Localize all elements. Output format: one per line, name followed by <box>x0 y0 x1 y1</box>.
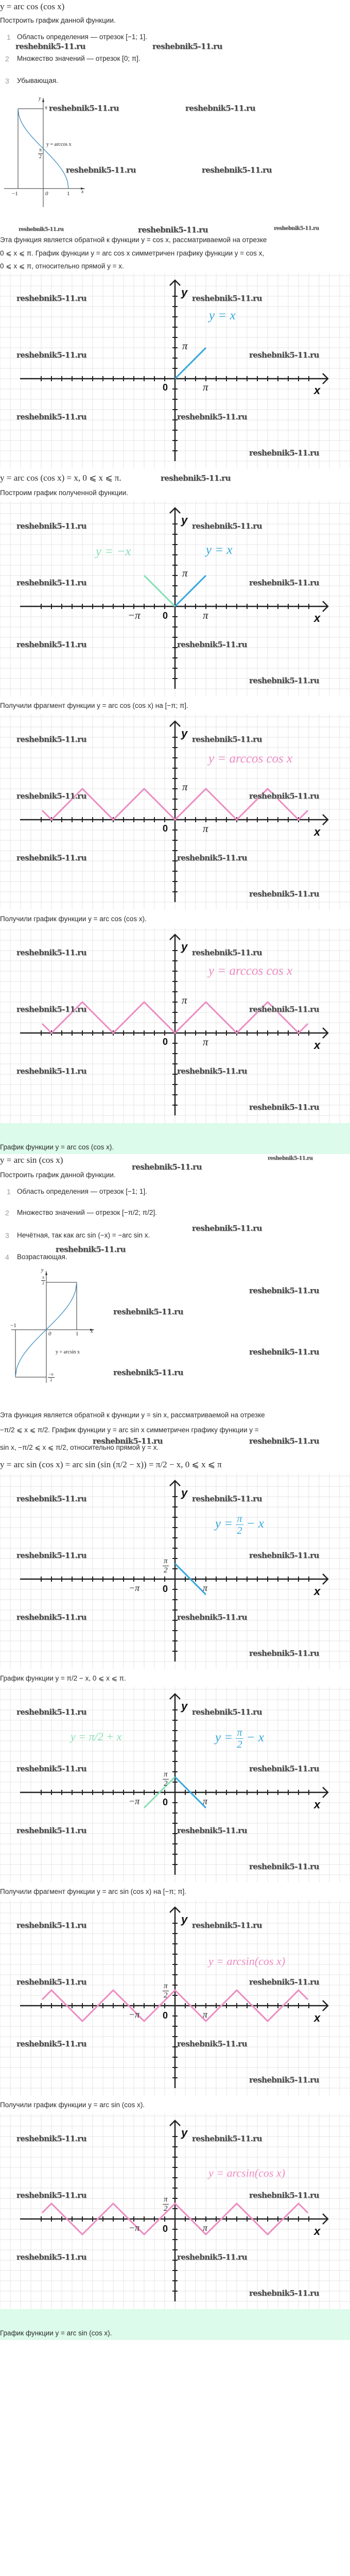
watermark: reshebnik5-11.ru <box>16 1826 86 1835</box>
origin-label: 0 <box>163 823 168 834</box>
task-text: Построить график данной функции. <box>0 1171 116 1179</box>
watermark: reshebnik5-11.ru <box>16 1707 86 1717</box>
reduced-formula: y = arc sin (cos x) = arc sin (sin (π/2 − x)) = π/2 − x, 0 ⩽ x ⩽ π <box>0 1460 222 1469</box>
text-block <box>0 1669 350 1687</box>
x-tick-neg-pi: −π <box>129 1583 140 1593</box>
watermark: reshebnik5-11.ru <box>16 1494 86 1503</box>
function-label: y = x <box>206 543 233 557</box>
x-tick-pi: π <box>203 1036 208 1048</box>
text-block <box>0 2096 350 2113</box>
watermark: reshebnik5-11.ru <box>66 165 136 175</box>
graph-arcsin-cos-fragment <box>0 1900 350 2096</box>
watermark: reshebnik5-11.ru <box>16 640 86 649</box>
list-number: 4 <box>5 1253 9 1261</box>
function-label: y = arccos cos x <box>208 964 293 978</box>
watermark: reshebnik5-11.ru <box>16 948 86 957</box>
series-line <box>144 575 175 606</box>
small-curve-label: y = arcsin x <box>56 1349 80 1355</box>
denominator: 2 <box>42 1281 45 1285</box>
small-tick-0: 0 <box>48 1331 51 1337</box>
build-text: Построим график полученной функции. <box>0 489 129 497</box>
watermark: reshebnik5-11.ru <box>16 1764 86 1773</box>
graph-canvas <box>0 1900 350 2096</box>
watermark: reshebnik5-11.ru <box>177 1066 247 1076</box>
function-label: y = π/2 + x <box>71 1730 122 1743</box>
watermark: reshebnik5-11.ru <box>249 1551 319 1560</box>
property-odd: Нечётная, так как arc sin (−x) = −arc sin x. <box>17 1231 150 1239</box>
watermark: reshebnik5-11.ru <box>16 1613 86 1622</box>
origin-label: 0 <box>163 382 168 393</box>
denominator: 2 <box>39 154 42 160</box>
answer-box <box>0 1123 350 1154</box>
graph-canvas <box>0 1687 350 1883</box>
watermark: reshebnik5-11.ru <box>249 676 319 685</box>
origin-label: 0 <box>163 1797 168 1807</box>
property-range: Множество значений — отрезок [0; π]. <box>17 55 141 62</box>
fraction <box>236 1727 243 1750</box>
watermark: reshebnik5-11.ru <box>56 1245 126 1254</box>
graph-canvas <box>0 501 350 697</box>
watermark: reshebnik5-11.ru <box>177 2039 247 2048</box>
property-domain: Область определения — отрезок [−1; 1]. <box>17 33 147 41</box>
function-label <box>215 1727 264 1750</box>
text-block <box>0 469 350 501</box>
list-number: 3 <box>5 77 9 85</box>
graph-arcsin-cos <box>0 2113 350 2309</box>
watermark: reshebnik5-11.ru <box>177 1613 247 1622</box>
property-range: Множество значений — отрезок [−π/2; π/2]. <box>17 1209 157 1216</box>
watermark: reshebnik5-11.ru <box>249 1005 319 1014</box>
y-axis-label: y <box>181 514 188 527</box>
small-x-label: x <box>91 1329 93 1334</box>
small-x-label: x <box>81 189 84 195</box>
watermark: reshebnik5-11.ru <box>16 2134 86 2143</box>
reduced-formula: y = arc cos (cos x) = x, 0 ⩽ x ⩽ π. <box>0 473 121 483</box>
watermark: reshebnik5-11.ru <box>177 1826 247 1835</box>
watermark: reshebnik5-11.ru <box>16 521 86 531</box>
small-tick-1: 1 <box>76 1331 79 1337</box>
watermark: reshebnik5-11.ru <box>249 1649 319 1658</box>
property-domain: Область определения — отрезок [−1; 1]. <box>17 1188 147 1195</box>
numerator: π <box>237 1513 242 1524</box>
small-half-pi-label <box>41 1276 45 1285</box>
small-y-label: y <box>39 96 41 101</box>
watermark: reshebnik5-11.ru <box>249 889 319 899</box>
paragraph-line: −π/2 ⩽ x ⩽ π/2. График функции y = arc sin x симметричен графику функции y = <box>0 1426 259 1434</box>
y-axis-label: y <box>181 286 188 299</box>
label-prefix: y = <box>215 1517 233 1531</box>
y-axis-label: y <box>181 727 188 740</box>
origin-label: 0 <box>163 2010 168 2021</box>
answer-text: График функции y = arc cos (cos x). <box>0 1143 114 1151</box>
denominator: 2 <box>164 2205 168 2213</box>
graph-canvas <box>0 714 350 910</box>
watermark: reshebnik5-11.ru <box>16 412 86 421</box>
small-y-label: y <box>41 1267 44 1273</box>
graph-canvas <box>0 1473 350 1669</box>
watermark: reshebnik5-11.ru <box>16 1005 86 1014</box>
y-tick-half-pi <box>163 2196 169 2213</box>
watermark: reshebnik5-11.ru <box>16 853 86 862</box>
result-text: Получили график функции y = arc cos (cos x). <box>0 915 147 923</box>
small-tick-1: 1 <box>67 191 70 197</box>
origin-label: 0 <box>163 1584 168 1594</box>
numerator: π <box>164 1557 168 1565</box>
numerator: π <box>164 1982 168 1990</box>
x-tick-pi: π <box>203 2223 208 2233</box>
watermark: reshebnik5-11.ru <box>16 578 86 587</box>
watermark: reshebnik5-11.ru <box>16 1921 86 1930</box>
watermark: reshebnik5-11.ru <box>192 1707 262 1717</box>
small-y-arrow-icon <box>45 1271 47 1275</box>
watermark: reshebnik5-11.ru <box>177 853 247 862</box>
watermark: reshebnik5-11.ru <box>15 42 85 51</box>
function-label: y = arcsin(cos x) <box>208 2166 286 2179</box>
denominator: 2 <box>164 1566 168 1574</box>
list-number: 3 <box>5 1231 9 1240</box>
numerator: π <box>42 1275 45 1280</box>
watermark: reshebnik5-11.ru <box>249 2289 319 2298</box>
small-tick-0: 0 <box>45 191 48 197</box>
function-label: y = arcsin(cos x) <box>208 1955 286 1968</box>
graph-arccos-cos <box>0 927 350 1123</box>
watermark: reshebnik5-11.ru <box>177 640 247 649</box>
function-label: y = arccos cos x <box>208 752 293 766</box>
watermark: reshebnik5-11.ru <box>202 165 272 175</box>
y-axis-label: y <box>181 2126 188 2139</box>
y-tick-half-pi <box>163 1982 169 1999</box>
task-title: y = arc sin (cos x) <box>0 1155 63 1165</box>
task-title: y = arc cos (cos x) <box>0 2 65 11</box>
text-block <box>0 1883 350 1900</box>
watermark: reshebnik5-11.ru <box>192 1224 262 1233</box>
paragraph-line: 0 ⩽ x ⩽ π. График функции y = arc cos x симметричен графику функции y = cos x, <box>0 249 265 257</box>
x-axis-label: x <box>314 1039 321 1052</box>
graph-half-pi-minus-x <box>0 1473 350 1669</box>
paragraph-line: Эта функция является обратной к функции y = sin x, рассматриваемой на отрезке <box>0 1411 265 1419</box>
small-curve-label: y = arccos x <box>46 142 72 147</box>
series-line <box>175 575 206 606</box>
watermark: reshebnik5-11.ru <box>16 2191 86 2200</box>
x-tick-pi: π <box>203 609 208 621</box>
x-tick-neg-pi: −π <box>129 2223 140 2233</box>
denominator: 2 <box>164 1991 168 1999</box>
task-text: Построить график данной функции. <box>0 16 116 24</box>
watermark: reshebnik5-11.ru <box>113 1307 183 1316</box>
watermark: reshebnik5-11.ru <box>249 1764 319 1773</box>
watermark: reshebnik5-11.ru <box>16 1551 86 1560</box>
watermark: reshebnik5-11.ru <box>19 227 64 232</box>
x-axis-label: x <box>314 2225 321 2238</box>
x-tick-neg-pi: −π <box>129 2009 140 2020</box>
small-guide-lines <box>15 1330 46 1377</box>
y-axis-label: y <box>181 1913 188 1926</box>
function-label: y = −x <box>96 545 131 558</box>
paragraph-line: Эта функция является обратной к функции y = cos x, рассматриваемой на отрезке <box>0 236 267 244</box>
x-tick-neg-pi: −π <box>128 609 141 621</box>
y-tick-half-pi <box>163 1771 169 1788</box>
fragment-text: Получили фрагмент функции y = arc cos (cos x) на [−π; π]. <box>0 702 188 709</box>
x-axis-label: x <box>314 2011 321 2024</box>
watermark: reshebnik5-11.ru <box>16 2039 86 2048</box>
graph-y-equals-x <box>0 273 350 469</box>
watermark: reshebnik5-11.ru <box>249 448 319 457</box>
x-tick-pi: π <box>203 381 208 393</box>
graph-canvas <box>0 2113 350 2309</box>
list-number: 2 <box>5 1209 9 1217</box>
paragraph-line: sin x, −π/2 ⩽ x ⩽ π/2, относительно прямой y = x. <box>0 1444 159 1451</box>
watermark: reshebnik5-11.ru <box>249 1862 319 1871</box>
y-axis-label: y <box>181 940 188 953</box>
small-tick-minus1: −1 <box>10 1323 16 1329</box>
y-axis-label: y <box>181 1700 188 1713</box>
small-pi-label: π <box>45 105 48 111</box>
property-monotonic: Возрастающая. <box>17 1253 67 1261</box>
numerator: π <box>39 147 42 153</box>
y-tick-pi: π <box>182 340 188 352</box>
part1-intro <box>0 0 350 273</box>
answer-text: График функции y = arc sin (cos x). <box>0 2329 112 2337</box>
function-label: y = x <box>209 309 236 323</box>
origin-label: 0 <box>163 2224 168 2234</box>
x-axis-label: x <box>314 825 321 838</box>
watermark: reshebnik5-11.ru <box>249 350 319 360</box>
text-block <box>0 697 350 714</box>
property-monotonic: Убывающая. <box>17 77 59 84</box>
watermark: reshebnik5-11.ru <box>249 791 319 801</box>
paragraph-line: 0 ⩽ x ⩽ π, относительно прямой y = x. <box>0 262 124 270</box>
watermark: reshebnik5-11.ru <box>192 1921 262 1930</box>
watermark: reshebnik5-11.ru <box>177 412 247 421</box>
small-tick-minus1: −1 <box>12 191 18 197</box>
watermark: reshebnik5-11.ru <box>249 1436 319 1446</box>
watermark: reshebnik5-11.ru <box>16 2252 86 2262</box>
graph-arcsin-cos-pieces <box>0 1687 350 1883</box>
numerator: π <box>164 1770 168 1778</box>
watermark: reshebnik5-11.ru <box>192 735 262 744</box>
x-tick-neg-pi: −π <box>129 1796 140 1806</box>
x-tick-pi: π <box>203 1583 208 1593</box>
watermark: reshebnik5-11.ru <box>113 1368 183 1377</box>
watermark: reshebnik5-11.ru <box>192 1494 262 1503</box>
x-tick-pi: π <box>203 1796 208 1806</box>
watermark: reshebnik5-11.ru <box>249 2075 319 2084</box>
watermark: reshebnik5-11.ru <box>192 2134 262 2143</box>
result-text: Получили график функции y = arc sin (cos x). <box>0 2101 145 2109</box>
y-axis-label: y <box>181 1486 188 1499</box>
graph-arccos-cos-fragment <box>0 714 350 910</box>
numerator: π <box>164 2195 168 2204</box>
x-axis-label: x <box>314 384 321 397</box>
graph-canvas <box>0 273 350 469</box>
x-axis-label: x <box>314 612 321 624</box>
denominator: 2 <box>237 1525 242 1536</box>
watermark: reshebnik5-11.ru <box>192 521 262 531</box>
watermark: reshebnik5-11.ru <box>138 225 208 234</box>
small-guide-lines <box>46 1282 77 1330</box>
list-number: 2 <box>5 55 9 63</box>
y-tick-pi: π <box>182 994 187 1006</box>
x-axis-label: x <box>314 1798 321 1811</box>
answer-box <box>0 2309 350 2340</box>
x-tick-pi: π <box>203 822 208 835</box>
origin-label: 0 <box>163 611 168 621</box>
watermark: reshebnik5-11.ru <box>268 1156 313 1161</box>
text-block <box>0 910 350 927</box>
label-suffix: − x <box>246 1517 264 1531</box>
watermark: reshebnik5-11.ru <box>161 473 231 483</box>
watermark: reshebnik5-11.ru <box>152 42 222 51</box>
watermark: reshebnik5-11.ru <box>132 1162 202 1172</box>
denominator: 2 <box>50 1378 52 1382</box>
denominator: 2 <box>237 1739 242 1750</box>
small-neg-half-pi-label <box>48 1372 55 1382</box>
watermark: reshebnik5-11.ru <box>93 1436 163 1446</box>
graph-abs-x <box>0 501 350 697</box>
small-y-arrow-icon <box>42 98 44 102</box>
part2-intro <box>0 1154 350 1473</box>
watermark: reshebnik5-11.ru <box>49 104 119 113</box>
series-line <box>175 348 206 379</box>
watermark: reshebnik5-11.ru <box>16 1066 86 1076</box>
function-label <box>215 1514 264 1536</box>
y-tick-half-pi <box>163 1557 169 1574</box>
numerator: π <box>237 1727 242 1738</box>
watermark: reshebnik5-11.ru <box>16 294 86 303</box>
label-suffix: − x <box>246 1731 264 1745</box>
watermark: reshebnik5-11.ru <box>249 2191 319 2200</box>
denominator: 2 <box>164 1780 168 1788</box>
label-prefix: y = <box>215 1731 233 1745</box>
watermark: reshebnik5-11.ru <box>16 791 86 801</box>
y-tick-pi: π <box>182 781 188 793</box>
fraction <box>236 1514 243 1536</box>
graph-canvas <box>0 927 350 1123</box>
x-axis-label: x <box>314 1585 321 1598</box>
y-tick-pi: π <box>182 567 188 579</box>
watermark: reshebnik5-11.ru <box>16 350 86 360</box>
watermark: reshebnik5-11.ru <box>185 104 255 113</box>
watermark: reshebnik5-11.ru <box>249 1977 319 1987</box>
watermark: reshebnik5-11.ru <box>249 1286 319 1295</box>
fragment-text: Получили фрагмент функции y = arc sin (cos x) на [−π; π]. <box>0 1888 187 1895</box>
watermark: reshebnik5-11.ru <box>249 1347 319 1357</box>
small-half-pi-label <box>38 148 43 160</box>
list-number: 1 <box>7 33 11 41</box>
watermark: reshebnik5-11.ru <box>274 226 319 231</box>
origin-label: 0 <box>163 1037 168 1047</box>
watermark: reshebnik5-11.ru <box>16 735 86 744</box>
segment-text: График функции y = π/2 − x, 0 ⩽ x ⩽ π. <box>0 1674 126 1682</box>
watermark: reshebnik5-11.ru <box>177 2252 247 2262</box>
watermark: reshebnik5-11.ru <box>249 1103 319 1112</box>
watermark: reshebnik5-11.ru <box>249 578 319 587</box>
watermark: reshebnik5-11.ru <box>192 294 262 303</box>
watermark: reshebnik5-11.ru <box>192 948 262 957</box>
x-tick-pi: π <box>203 2009 208 2020</box>
watermark: reshebnik5-11.ru <box>16 1977 86 1987</box>
list-number: 1 <box>7 1188 11 1196</box>
numerator: −π <box>49 1372 54 1377</box>
